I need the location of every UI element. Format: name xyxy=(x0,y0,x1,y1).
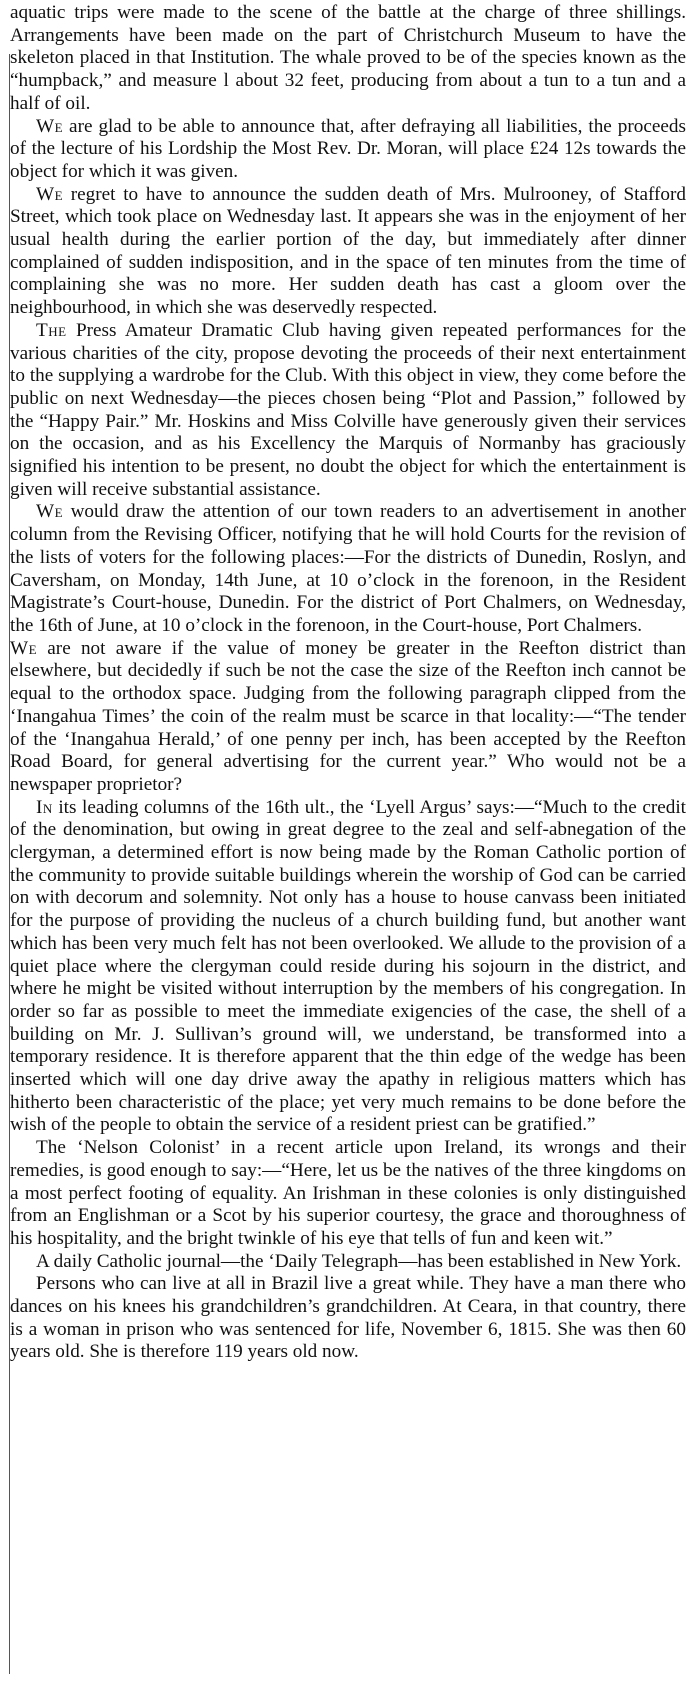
paragraph-dramatic-club xyxy=(10,320,686,502)
article-column xyxy=(10,2,686,1364)
paragraph-text: regret to have to announce the sudden death of Mrs. Mulrooney, of Stafford Street, which took place on Wednesday last. It appears she was in the enjoyment of her usual health during the earlier portion of the day, but immediately after dinner complained of sudden indisposition, and in the space of ten minutes from the time of complaining she was no more. Her sudden death has cast a gloom over the neighbourhood, in which she was deservedly respected. xyxy=(10,183,686,319)
paragraph-brazil xyxy=(10,1273,686,1364)
paragraph-text: its leading columns of the 16th ult., the ‘Lyell Argus’ says:—“Much to the credit of the denomination, but owing in great degree to the zeal and self-abnegation of the clergyman, a determined effort is now being made by the Roman Catholic portion of the community to provide suitable buildings wherein the worship of God can be carried on with decorum and solemnity. Not only has a house to house canvass been initiated for the purpose of providing the nucleus of a church building fund, but another want which has been very much felt has not been overlooked. We allude to the provision of a quiet place where the clergyman could reside during his sojourn in the district, and where he might be visited without interruption by the members of his congregation. In order so far as possible to meet the immediate exigencies of the case, the shell of a building on Mr. J. Sullivan’s ground will, we understand, be transformed into a temporary residence. It is therefore apparent that the thin edge of the wedge has been inserted which will one day drive away the apathy in religious matters which has hitherto been characteristic of the place; yet very much remains to be done before the wish of the people to obtain the service of a resident priest can be gratified.” xyxy=(10,796,686,1136)
paragraph-revising-officer xyxy=(10,501,686,637)
paragraph-daily-telegraph xyxy=(10,1251,686,1274)
paragraph-text: A daily Catholic journal—the ‘Daily Telegraph—has been established in New York. xyxy=(36,1250,682,1272)
paragraph-text: would draw the attention of our town readers to an advertisement in another column from the Revising Officer, notifying that he will hold Courts for the revision of the lists of voters for the following places:—For the districts of Dunedin, Roslyn, and Caversham, on Monday, 14th June, at 10 o’clock in the forenoon, in the Resident Magistrate’s Court-house, Dunedin. For the district of Port Chalmers, on Wednesday, the 16th of June, at 10 o’clock in the forenoon, in the Court-house, Port Chalmers. xyxy=(10,501,686,636)
paragraph-text: are not aware if the value of money be greater in the Reefton district than elsewhere, but decidedly if such be not the case the size of the Reefton inch cannot be equal to the orthodox space. Judging from the following paragraph clipped from the ‘Inangahua Times’ the coin of the realm must be scarce in that locality:—“The tender of the ‘Inangahua Herald,’ of one penny per inch, has been accepted by the Reefton Road Board, for general advertising for the current year.” Who would not be a newspaper proprietor? xyxy=(10,637,686,795)
paragraph-reefton-inch xyxy=(10,638,686,797)
paragraph-lead: We xyxy=(36,501,64,523)
paragraph-lecture-proceeds xyxy=(10,116,686,184)
paragraph-lead: In xyxy=(36,796,53,818)
paragraph-lead: We xyxy=(36,115,64,137)
paragraph-lead: We xyxy=(10,637,38,659)
paragraph-whale xyxy=(10,2,686,116)
paragraph-lead: We xyxy=(36,183,64,205)
paragraph-text: The ‘Nelson Colonist’ in a recent article upon Ireland, its wrongs and their remedies, is good enough to say:—“Here, let us be the natives of the three kingdoms on a most perfect footing of equality. An Irishman in these colonies is only distinguished from an Englishman or a Scot by his superior courtesy, the grace and thoroughness of his hospitality, and the bright twinkle of his eye that tells of fun and keen wit.” xyxy=(10,1137,686,1249)
paragraph-text: Persons who can live at all in Brazil live a great while. They have a man there who dances on his knees his grandchildren’s grandchildren. At Ceara, in that country, there is a woman in prison who was sentenced for life, November 6, 1815. She was then 60 years old. She is therefore 119 years old now. xyxy=(10,1273,686,1363)
paragraph-text: are glad to be able to announce that, after defraying all liabilities, the proceeds of the lecture of his Lordship the Most Rev. Dr. Moran, will place £24 12s towards the object for which it was given. xyxy=(10,115,686,182)
paragraph-lyell-argus xyxy=(10,797,686,1138)
paragraph-nelson-colonist xyxy=(10,1137,686,1251)
paragraph-lead: The xyxy=(36,319,67,341)
paragraph-mulrooney-death xyxy=(10,184,686,320)
paragraph-text: aquatic trips were made to the scene of the battle at the charge of three shillings. Arrangements have been made on the part of Christchurch Museum to have the skeleton placed in that Institution. The whale proved to be of the species known as the “humpback,” and measure l about 32 feet, producing from about a tun to a tun and a half of oil. xyxy=(10,2,686,114)
paragraph-text: Press Amateur Dramatic Club having given repeated performances for the various charities of the city, propose devoting the proceeds of their next entertainment to the supplying a wardrobe for the Club. With this object in view, they come before the public on next Wednesday—the pieces chosen being “Plot and Passion,” followed by the “Happy Pair.” Mr. Hoskins and Miss Colville have generously given their services on the occasion, and as his Excellency the Marquis of Normanby has graciously signified his intention to be present, no doubt the object for which the entertainment is given will receive substantial assistance. xyxy=(10,319,686,500)
